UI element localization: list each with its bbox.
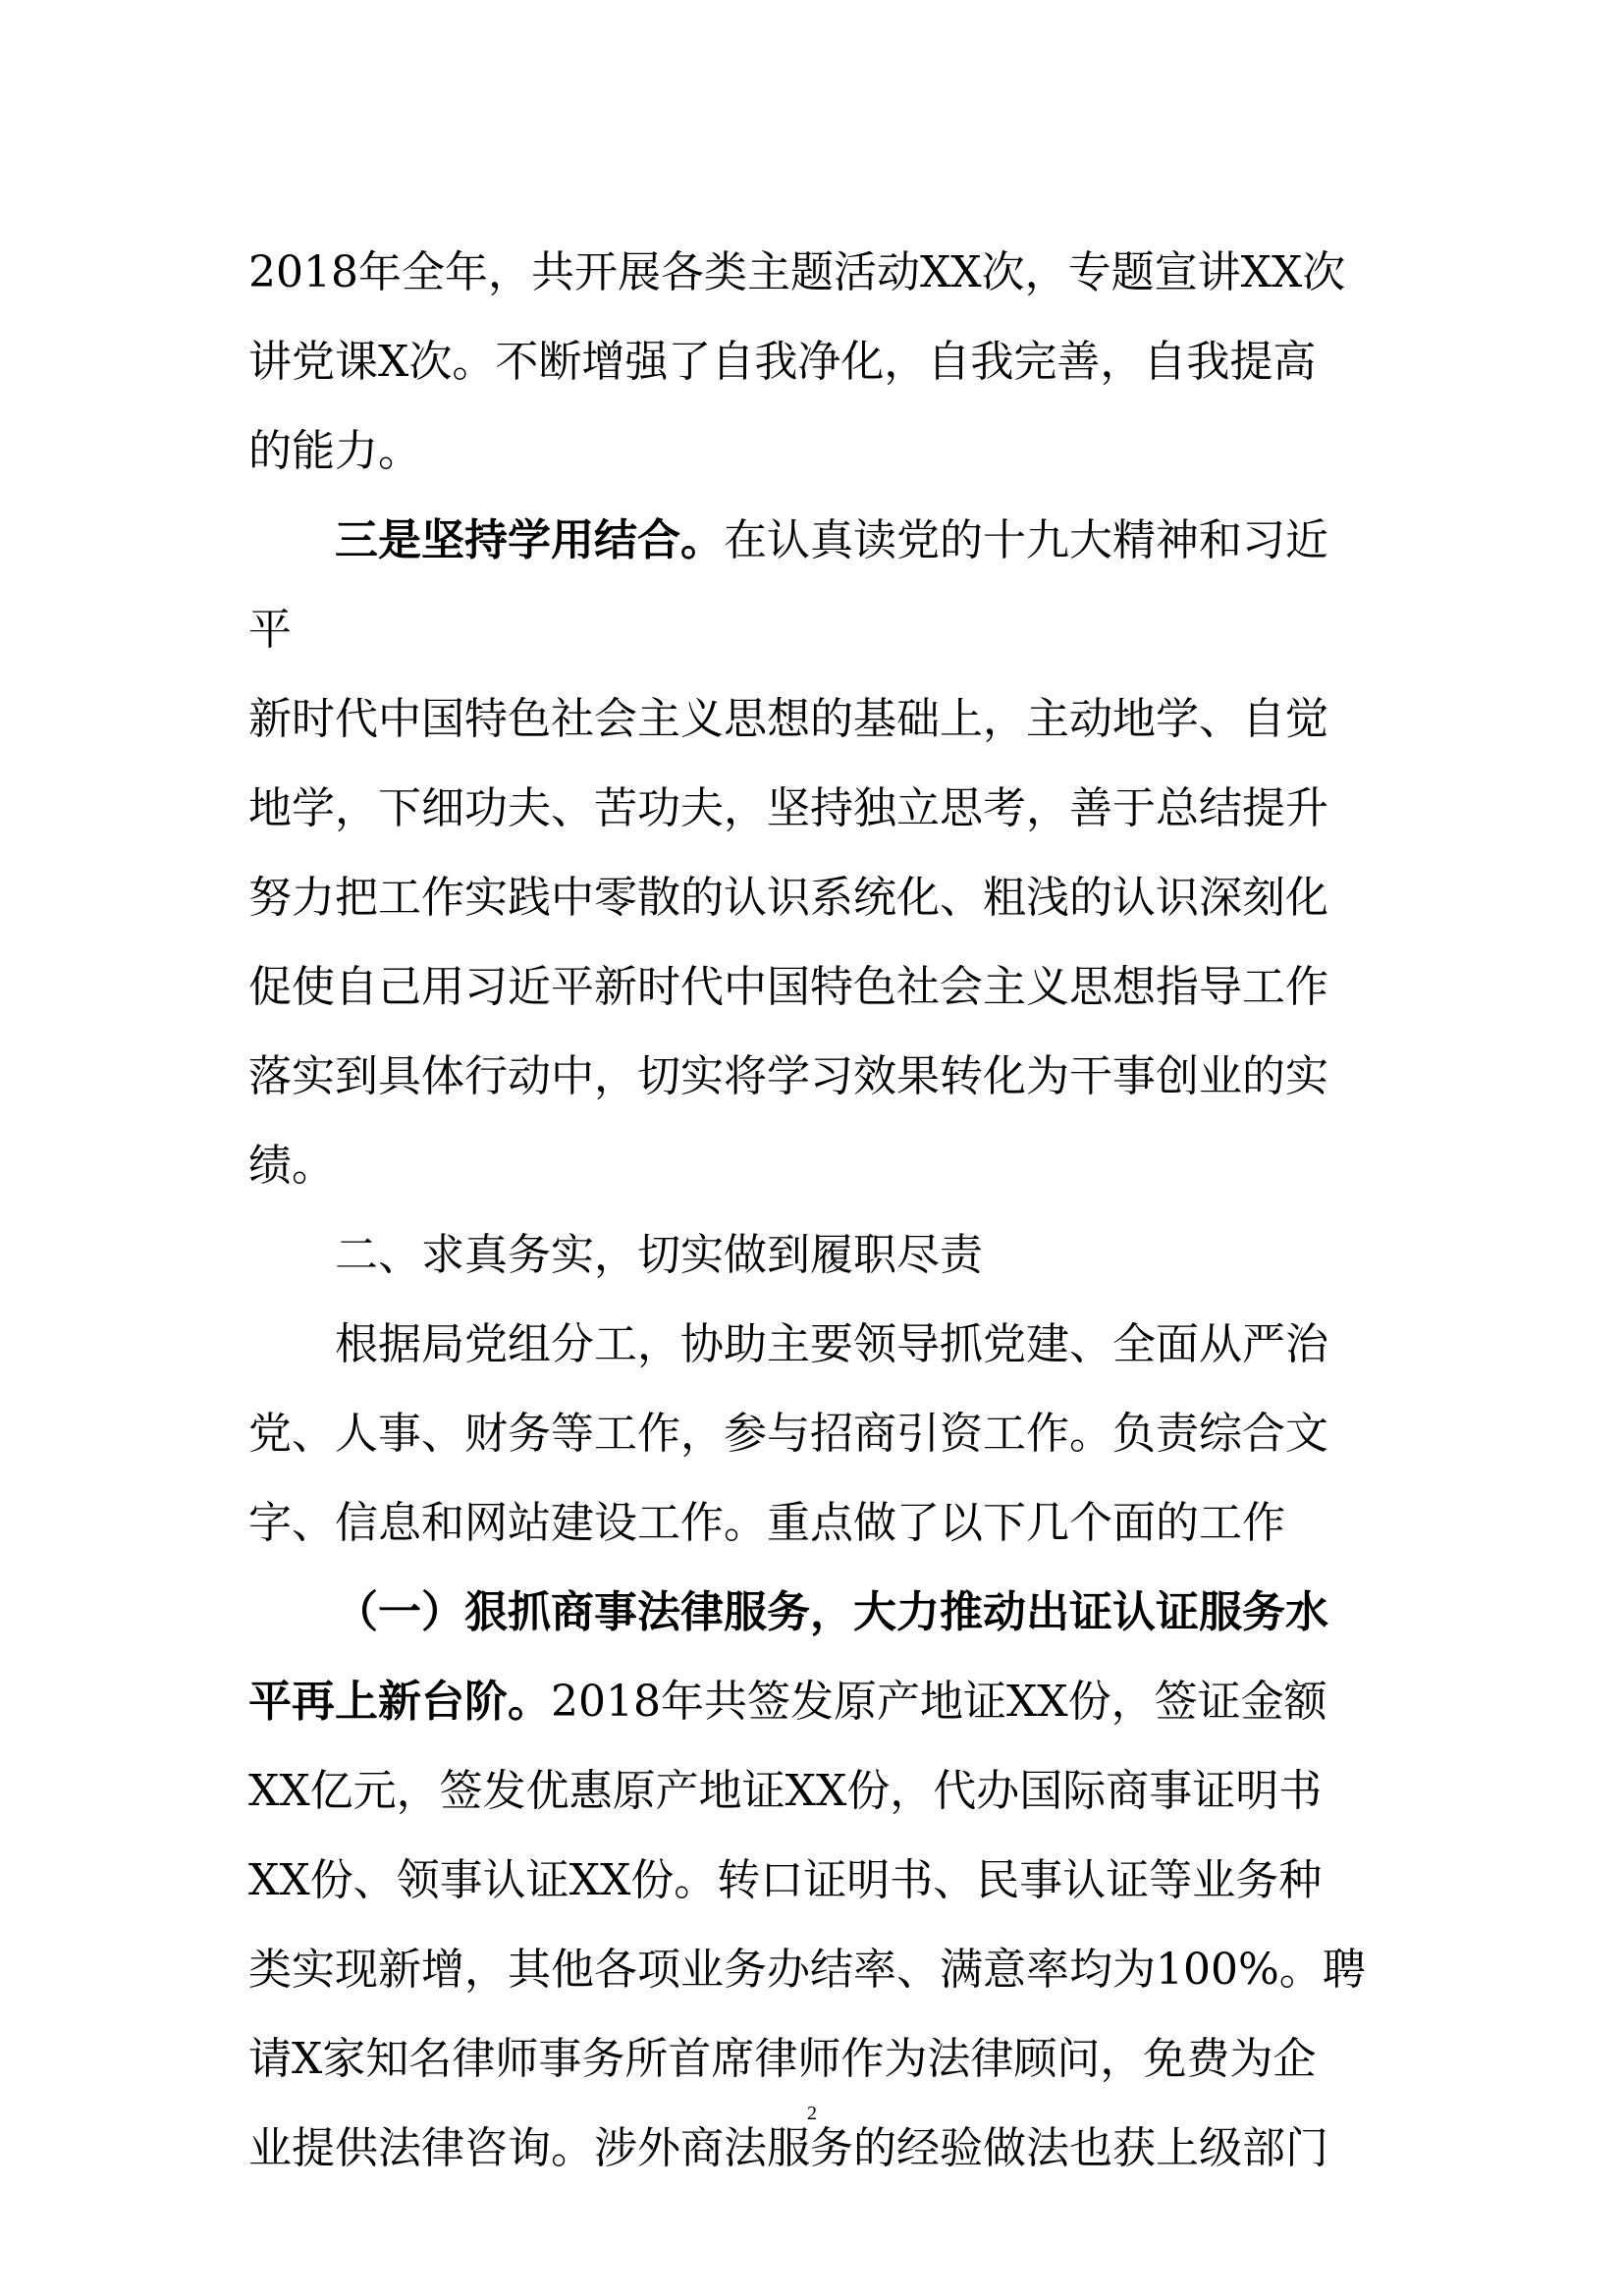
text-line: 请X家知名律师事务所首席律师作为法律顾问，免费为企 xyxy=(248,2034,1317,2084)
text-line: 党、人事、财务等工作，参与招商引资工作。负责综合文 xyxy=(248,1409,1328,1459)
text-line: XX份、领事认证XX份。转口证明书、民事认证等业务种 xyxy=(248,1855,1323,1905)
text-line: XX亿元，签发优惠原产地证XX份，代办国际商事证明书 xyxy=(248,1766,1323,1816)
text-line: 努力把工作实践中零散的认识系统化、粗浅的认识深刻化 xyxy=(248,873,1328,923)
paragraph-line xyxy=(248,496,1399,585)
paragraph-line xyxy=(248,1657,1399,1746)
text-line: 业提供法律咨询。涉外商法服务的经验做法也获上级部门 xyxy=(248,2123,1328,2173)
paragraph-text: 2018年共签发原产地证XX份，签证金额 xyxy=(551,1677,1327,1727)
text-line: 促使自己用习近平新时代中国特色社会主义思想指导工作 xyxy=(248,962,1328,1012)
text-line: 的能力。 xyxy=(248,426,421,476)
text-line: 2018年全年，共开展各类主题活动XX次，专题宣讲XX次 xyxy=(248,247,1346,297)
text-line: 字、信息和网站建设工作。重点做了以下几个面的工作 xyxy=(248,1498,1285,1548)
paragraph-heading: 三是坚持学用结合。 xyxy=(335,515,724,565)
subsection-heading: （一）狠抓商事法律服务，大力推动出证认证服务水 xyxy=(335,1587,1328,1637)
text-line: 平 xyxy=(248,605,292,655)
paragraph-line: 根据局党组分工，协助主要领导抓党建、全面从严治 xyxy=(335,1319,1328,1369)
text-line: 讲党课X次。不断增强了自我净化，自我完善，自我提高 xyxy=(248,337,1317,387)
text-line: 落实到具体行动中，切实将学习效果转化为干事创业的实 xyxy=(248,1051,1328,1101)
page-number: 2 xyxy=(807,2103,817,2124)
text-line: 新时代中国特色社会主义思想的基础上，主动地学、自觉 xyxy=(248,694,1328,744)
paragraph-text: 在认真读党的十九大精神和习近 xyxy=(724,515,1328,565)
section-heading: 二、求真务实，切实做到履职尽责 xyxy=(335,1230,983,1280)
text-line: 绩。 xyxy=(248,1141,335,1191)
document-body xyxy=(248,228,1399,2193)
subsection-heading-end: 平再上新台阶。 xyxy=(248,1677,551,1727)
text-line: 类实现新增，其他各项业务办结率、满意率均为100%。聘 xyxy=(248,1945,1366,1995)
text-line: 地学，下细功夫、苦功夫，坚持独立思考，善于总结提升 xyxy=(248,783,1328,833)
subsection-heading-line xyxy=(248,1568,1399,1657)
